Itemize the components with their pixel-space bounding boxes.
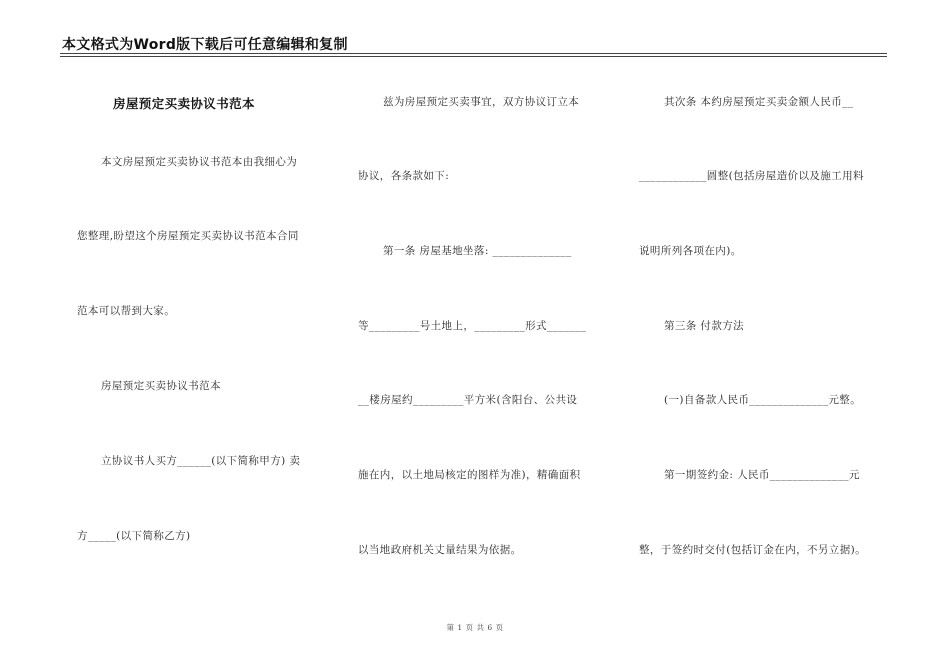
body-line: (一)自备款人民币______________元整。 [664,394,862,406]
clause-line: 其次条 本约房屋预定买卖金额人民币__ [664,96,854,108]
section-heading: 房屋预定买卖协议书范本 [101,380,221,392]
clause-line: 第一条 房屋基地坐落: ______________ [383,245,572,257]
body-line: 本文房屋预定买卖协议书范本由我细心为 [101,156,298,168]
body-line: 第一期签约金: 人民币______________元 [664,469,860,481]
body-line: 等_________号土地上，_________形式_______ [358,320,587,332]
body-line: 施在内，以土地局核定的图样为准)，精确面积 [358,469,581,481]
body-line: 整，于签约时交付(包括订金在内，不另立据)。 [639,544,866,556]
body-line: 以当地政府机关丈量结果为依据。 [358,544,522,556]
body-line: 范本可以帮到大家。 [77,305,176,317]
body-line: 兹为房屋预定买卖事宜，双方协议订立本 [383,96,580,108]
header-rule-bottom [60,56,887,57]
body-line: 说明所列各项在内)。 [639,245,742,257]
body-line: 立协议书人买方______(以下简称甲方) 卖 [101,455,301,467]
document-header: 本文格式为Word版下载后可任意编辑和复制 [62,37,348,53]
body-line: ____________圆整(包括房屋造价以及施工用料 [639,170,864,182]
page-number: 第 1 页 共 6 页 [446,623,504,632]
document-title: 房屋预定买卖协议书范本 [113,96,255,111]
body-line: 您整理,盼望这个房屋预定买卖协议书范本合同 [77,230,299,242]
body-line: 协议，各条款如下: [358,170,450,182]
body-line: 方_____(以下简称乙方) [77,530,191,542]
clause-line: 第三条 付款方法 [664,320,745,332]
header-rule-top [60,53,887,54]
body-line: __楼房屋约_________平方米(含阳台、公共设 [358,394,578,406]
